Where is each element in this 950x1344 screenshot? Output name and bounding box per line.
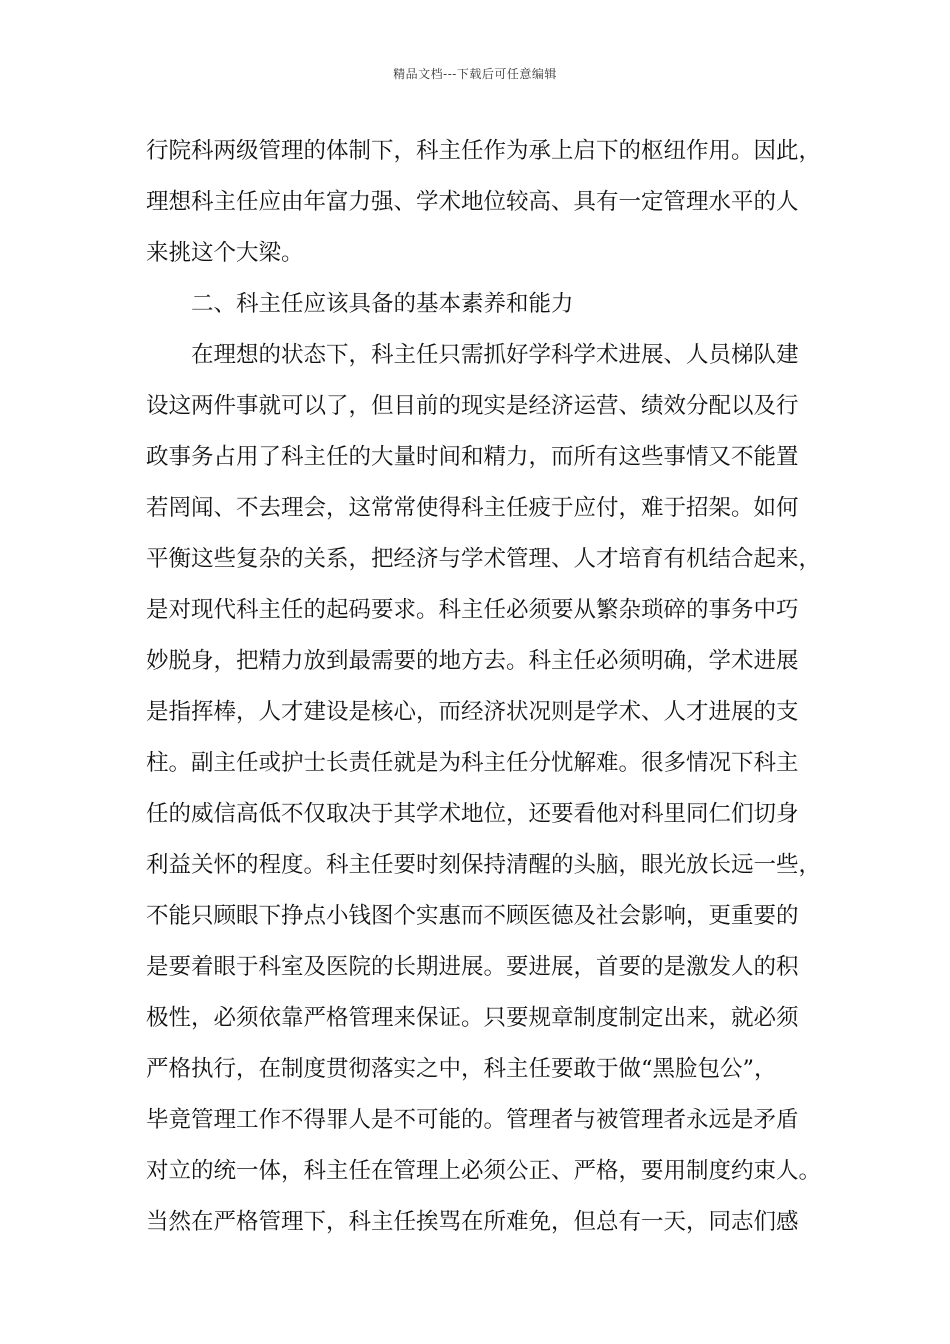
page-header: 精品文档---下载后可任意编辑 <box>393 67 557 81</box>
text-line: 利益关怀的程度。科主任要时刻保持清醒的头脑，眼光放长远一些， <box>146 852 822 878</box>
text-line: 对立的统一体，科主任在管理上必须公正、严格，要用制度约束人。 <box>146 1158 822 1184</box>
body-text <box>146 126 822 1248</box>
text-line: 理想科主任应由年富力强、学术地位较高、具有一定管理水平的人 <box>146 189 799 215</box>
text-line: 是对现代科主任的起码要求。科主任必须要从繁杂琐碎的事务中巧 <box>146 597 799 623</box>
text-line: 若罔闻、不去理会，这常常使得科主任疲于应付，难于招架。如何 <box>146 495 799 521</box>
text-line: 当然在严格管理下，科主任挨骂在所难免，但总有一天，同志们感 <box>146 1209 799 1235</box>
text-line: 来挑这个大梁。 <box>146 240 304 266</box>
text-line: 任的威信高低不仅取决于其学术地位，还要看他对科里同仁们切身 <box>146 801 799 827</box>
text-line: 是指挥棒，人才建设是核心，而经济状况则是学术、人才进展的支 <box>146 699 799 725</box>
text-line: 毕竟管理工作不得罪人是不可能的。管理者与被管理者永远是矛盾 <box>146 1107 799 1133</box>
text-line: 行院科两级管理的体制下，科主任作为承上启下的枢纽作用。因此， <box>146 138 822 164</box>
text-line: 严格执行，在制度贯彻落实之中，科主任要敢于做“黑脸包公”， <box>146 1056 777 1082</box>
text-line: 设这两件事就可以了，但目前的现实是经济运营、绩效分配以及行 <box>146 393 799 419</box>
text-line: 在理想的状态下，科主任只需抓好学科学术进展、人员梯队建 <box>191 342 799 368</box>
text-line: 政事务占用了科主任的大量时间和精力，而所有这些事情又不能置 <box>146 444 799 470</box>
text-line: 是要着眼于科室及医院的长期进展。要进展，首要的是激发人的积 <box>146 954 799 980</box>
text-line: 不能只顾眼下挣点小钱图个实惠而不顾医德及社会影响，更重要的 <box>146 903 799 929</box>
text-line: 极性，必须依靠严格管理来保证。只要规章制度制定出来，就必须 <box>146 1005 799 1031</box>
section-heading: 二、科主任应该具备的基本素养和能力 <box>191 291 574 317</box>
text-line: 柱。副主任或护士长责任就是为科主任分忧解难。很多情况下科主 <box>146 750 799 776</box>
text-line: 妙脱身，把精力放到最需要的地方去。科主任必须明确，学术进展 <box>146 648 799 674</box>
text-line: 平衡这些复杂的关系，把经济与学术管理、人才培育有机结合起来， <box>146 546 822 572</box>
